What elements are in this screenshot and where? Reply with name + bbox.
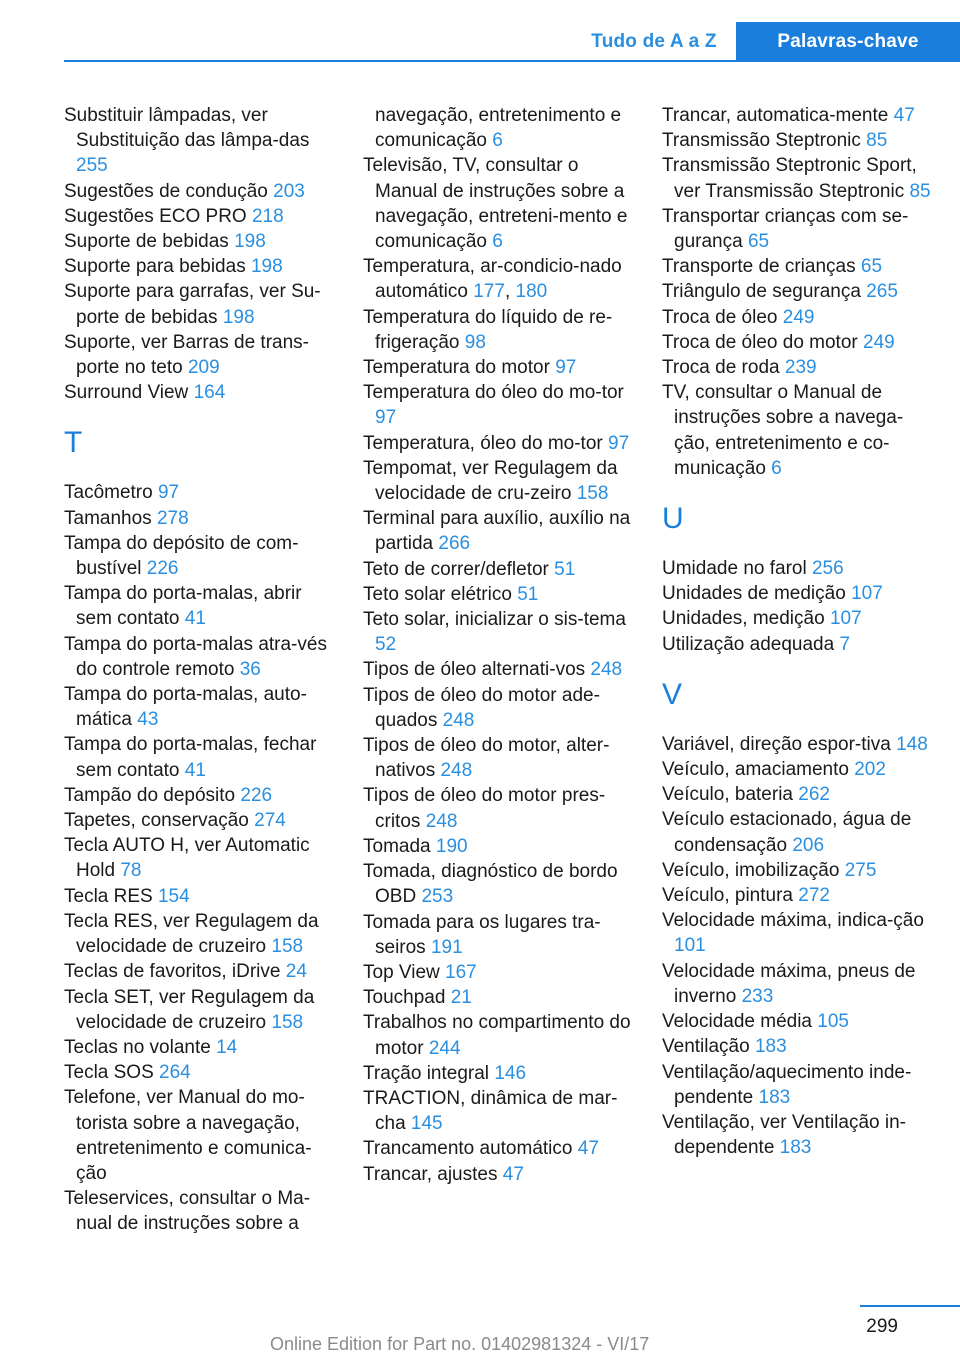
tab-tudo-de-a-a-z[interactable]: Tudo de A a Z: [591, 31, 717, 52]
index-entry: [363, 582, 635, 607]
page-reference-link[interactable]: 226: [240, 784, 273, 806]
page-reference-link[interactable]: 107: [829, 608, 862, 630]
index-entry-text: Troca de roda: [662, 357, 780, 379]
index-entry: [64, 732, 336, 782]
page-reference-link[interactable]: 164: [193, 382, 226, 404]
page-reference-link[interactable]: 239: [784, 357, 817, 379]
index-entry-text: Tração integral: [363, 1062, 490, 1084]
index-entry: [662, 128, 934, 153]
index-entry-text: Veículo estacionado, água de condensação: [662, 809, 912, 856]
index-entry: [363, 1010, 635, 1060]
index-entry: [363, 506, 635, 556]
index-entry-text: Trancar, automatica-mente: [662, 105, 889, 126]
index-entry: [363, 1061, 635, 1086]
page-reference-link[interactable]: 248: [440, 760, 473, 782]
page-reference-link[interactable]: 97: [555, 357, 577, 379]
index-entry-text: Top View: [363, 961, 440, 983]
page-reference-link[interactable]: 218: [251, 205, 284, 227]
index-entry-text: Temperatura, óleo do mo-tor: [363, 432, 603, 454]
index-entry-text: Tomada para os lugares tra-seiros: [363, 911, 601, 958]
index-entry: [64, 783, 336, 808]
page-reference-link[interactable]: 97: [375, 407, 397, 429]
index-entry-text: Utilização adequada: [662, 633, 835, 655]
page-reference-link[interactable]: 262: [798, 784, 830, 806]
page-reference-link[interactable]: 7: [839, 633, 851, 655]
page-ref-separator: ,: [504, 281, 516, 303]
page-reference-link[interactable]: 24: [285, 961, 307, 983]
index-entry: [662, 556, 934, 581]
page-reference-link[interactable]: 253: [421, 886, 454, 908]
index-letter-heading: U: [662, 502, 684, 536]
index-entry: [662, 782, 934, 807]
index-entry-text: Transmissão Steptronic Sport, ver Transmissão Steptronic: [662, 155, 917, 202]
index-column-1: [64, 103, 336, 1237]
page-reference-link[interactable]: 78: [120, 860, 142, 882]
index-entry: [64, 959, 336, 984]
page-reference-link[interactable]: 65: [747, 231, 770, 253]
index-entry-text: Veículo, pintura: [662, 885, 793, 907]
index-entry: [662, 153, 934, 203]
page-reference-link[interactable]: 249: [782, 306, 815, 328]
page-reference-link[interactable]: 85: [909, 180, 931, 202]
index-entry-text: Tecla SET, ver Regulagem da velocidade de cruzeiro: [64, 986, 315, 1033]
index-entry: [64, 279, 336, 329]
index-entry: [64, 833, 336, 883]
index-entry: [363, 834, 635, 859]
index-entry: [64, 1186, 336, 1236]
index-entry: [363, 305, 635, 355]
page-reference-link[interactable]: 206: [792, 834, 825, 856]
index-entry-text: Tecla AUTO H, ver Automatic Hold: [64, 835, 310, 882]
page-reference-link[interactable]: 97: [608, 432, 630, 454]
index-entry-text: Temperatura do motor: [363, 357, 550, 379]
index-entry-text: TRACTION, dinâmica de mar-cha: [363, 1087, 618, 1135]
page-reference-link[interactable]: 158: [271, 936, 304, 958]
page-reference-link[interactable]: 154: [157, 885, 190, 907]
index-column-2: [363, 103, 635, 1187]
page-reference-link[interactable]: 97: [157, 482, 180, 504]
index-entry-text: Troca de óleo: [662, 306, 778, 328]
index-entry: [64, 254, 336, 279]
index-entry: [64, 581, 336, 631]
page-reference-link[interactable]: 244: [428, 1037, 461, 1059]
page-reference-link[interactable]: 256: [811, 558, 844, 580]
index-entry: [363, 859, 635, 909]
index-entry-text: navegação, entretenimento e comunicação: [375, 105, 622, 152]
page-reference-link[interactable]: 47: [893, 105, 915, 126]
index-entry-text: Triângulo de segurança: [662, 281, 861, 303]
page-reference-link[interactable]: 183: [779, 1137, 812, 1159]
index-entry-text: Tampa do porta-malas, auto-mática: [64, 684, 307, 731]
page-reference-link[interactable]: 158: [271, 1011, 304, 1033]
index-entry-text: Tipos de óleo do motor pres-critos: [363, 785, 606, 832]
index-entry: [662, 959, 934, 1009]
index-entry: [64, 480, 336, 505]
index-entry: [64, 179, 336, 204]
index-entry-text: Teclas de favoritos, iDrive: [64, 961, 281, 983]
index-entry: [662, 858, 934, 883]
index-entry: [64, 1060, 336, 1085]
index-entry-text: Tecla RES: [64, 885, 153, 907]
index-entry: [363, 431, 635, 456]
index-entry: [662, 330, 934, 355]
index-entry-text: Sugestões de condução: [64, 180, 268, 202]
index-entry-text: Velocidade média: [662, 1011, 812, 1033]
page-reference-link[interactable]: 255: [76, 155, 108, 177]
page-reference-link[interactable]: 43: [137, 709, 159, 731]
index-entry-text: Veículo, imobilização: [662, 859, 840, 881]
index-entry-text: Unidades, medição: [662, 608, 825, 630]
page-reference-link[interactable]: 36: [239, 658, 261, 680]
tab-palavras-chave[interactable]: Palavras-chave: [736, 22, 960, 62]
index-entry: [662, 732, 934, 757]
page-reference-link[interactable]: 191: [430, 936, 463, 958]
page-reference-link[interactable]: 167: [445, 961, 477, 983]
index-entry-text: Transmissão Steptronic: [662, 130, 861, 152]
index-entry-text: Tipos de óleo alternati-vos: [363, 659, 586, 681]
index-entry-text: Ventilação, ver Ventilação in-dependente: [662, 1111, 906, 1159]
index-entry: [64, 531, 336, 581]
index-entry-text: Tipos de óleo do motor ade-quados: [363, 684, 600, 731]
index-entry: [662, 883, 934, 908]
page-reference-link[interactable]: 14: [216, 1036, 238, 1058]
index-entry-text: Transporte de crianças: [662, 256, 856, 278]
index-entry: [64, 808, 336, 833]
index-entry-text: Suporte de bebidas: [64, 231, 229, 253]
index-entry-text: Temperatura do óleo do mo-tor: [363, 382, 624, 404]
index-entry: [662, 632, 934, 657]
index-entry-text: Tipos de óleo do motor, alter-nativos: [363, 735, 610, 782]
index-entry-text: Surround View: [64, 382, 189, 404]
index-entry: [363, 380, 635, 430]
index-entry: [64, 330, 336, 380]
index-entry: [64, 1085, 336, 1186]
index-entry: [662, 807, 934, 857]
page-reference-link[interactable]: 275: [844, 859, 877, 881]
page-reference-link[interactable]: 183: [758, 1086, 791, 1108]
page-reference-link[interactable]: 233: [741, 985, 774, 1007]
index-entry: [64, 506, 336, 531]
index-entry-text: Tomada, diagnóstico de bordo OBD: [363, 861, 618, 908]
index-entry: [363, 960, 635, 985]
index-entry: [363, 1086, 635, 1136]
index-entry-text: Ventilação/aquecimento inde-pendente: [662, 1061, 912, 1108]
index-entry-text: Troca de óleo do motor: [662, 331, 858, 353]
index-entry-text: Trancamento automático: [363, 1138, 573, 1160]
index-entry: [64, 909, 336, 959]
index-entry: [363, 103, 635, 153]
page-reference-link[interactable]: 264: [159, 1062, 191, 1084]
index-entry-text: Touchpad: [363, 987, 446, 1009]
page-reference-link[interactable]: 6: [492, 231, 503, 253]
index-entry-text: Velocidade máxima, indica-ção: [662, 910, 924, 932]
page-reference-link[interactable]: 41: [184, 608, 206, 630]
index-entry: [363, 607, 635, 657]
index-entry-text: Veículo, bateria: [662, 784, 793, 806]
index-entry: [363, 254, 635, 304]
page-reference-link[interactable]: 248: [442, 709, 475, 731]
page-reference-link[interactable]: 148: [896, 733, 928, 755]
page-reference-link[interactable]: 65: [860, 256, 883, 278]
index-entry-text: Ventilação: [662, 1036, 750, 1058]
index-entry-text: Tecla RES, ver Regulagem da velocidade de cruzeiro: [64, 910, 319, 958]
index-entry-text: Temperatura do líquido de re-frigeração: [363, 306, 613, 353]
index-entry-text: Teclas no volante: [64, 1036, 211, 1058]
page-reference-link[interactable]: 190: [435, 835, 468, 857]
page-reference-link[interactable]: 248: [425, 810, 458, 832]
page-reference-link[interactable]: 198: [234, 231, 266, 253]
index-entry-text: Teto solar elétrico: [363, 583, 512, 605]
page-reference-link[interactable]: 51: [517, 583, 539, 605]
index-entry: [662, 1060, 934, 1110]
page-reference-link[interactable]: 145: [410, 1113, 443, 1135]
index-entry: [662, 380, 934, 481]
index-entry-text: Temperatura, ar-condicio-nado automático: [363, 256, 622, 303]
index-entry-text: Suporte para bebidas: [64, 256, 246, 278]
index-entry-text: Trabalhos no compartimento do motor: [363, 1012, 631, 1059]
page-reference-link[interactable]: 274: [254, 810, 286, 832]
index-letter-heading: T: [64, 426, 83, 460]
page-reference-link[interactable]: 266: [438, 533, 471, 555]
page-reference-link[interactable]: 180: [515, 281, 548, 303]
index-entry: [363, 783, 635, 833]
index-entry-text: Sugestões ECO PRO: [64, 205, 247, 227]
index-column-3: [662, 103, 934, 1160]
page-reference-link[interactable]: 158: [576, 483, 609, 505]
index-entry-text: Tomada: [363, 835, 431, 857]
index-entry-text: Tampão do depósito: [64, 784, 236, 806]
index-entry-text: Suporte, ver Barras de trans-porte no teto: [64, 331, 309, 379]
page-reference-link[interactable]: 198: [250, 256, 283, 278]
page-reference-link[interactable]: 47: [577, 1138, 599, 1160]
index-entry-text: Tempomat, ver Regulagem da velocidade de cru-zeiro: [363, 457, 618, 505]
index-entry: [64, 1035, 336, 1060]
index-entry-text: Teto de correr/defletor: [363, 558, 549, 580]
index-entry: [363, 1162, 635, 1187]
page-reference-link[interactable]: 6: [771, 457, 782, 479]
index-entry: [363, 683, 635, 733]
page-reference-link[interactable]: 41: [184, 759, 206, 781]
index-entry-text: Velocidade máxima, pneus de inverno: [662, 960, 916, 1007]
index-entry: [64, 682, 336, 732]
index-entry: [662, 103, 934, 128]
page-reference-link[interactable]: 85: [866, 130, 888, 152]
index-entry: [662, 355, 934, 380]
index-entry-text: Transportar crianças com se-gurança: [662, 205, 909, 253]
page-reference-link[interactable]: 202: [854, 759, 886, 781]
index-entry: [662, 305, 934, 330]
index-entry: [64, 380, 336, 405]
index-entry-text: Veículo, amaciamento: [662, 759, 849, 781]
page-reference-link[interactable]: 107: [851, 583, 883, 605]
page-reference-link[interactable]: 209: [187, 357, 220, 379]
page-reference-link[interactable]: 265: [866, 281, 898, 303]
index-entry-text: Terminal para auxílio, auxílio na partida: [363, 508, 631, 555]
page-reference-link[interactable]: 226: [146, 558, 179, 580]
index-entry: [363, 733, 635, 783]
index-entry-text: Umidade no farol: [662, 558, 807, 580]
index-entry: [662, 757, 934, 782]
index-entry: [64, 204, 336, 229]
header-divider: [64, 60, 960, 62]
index-entry-text: Unidades de medição: [662, 583, 846, 605]
page-reference-link[interactable]: 272: [798, 885, 830, 907]
index-entry: [64, 229, 336, 254]
index-entry-text: Substituir lâmpadas, ver Substituição das lâmpa-das: [64, 105, 310, 152]
index-letter-heading: V: [662, 677, 683, 711]
index-entry-text: Tampa do porta-malas, abrir sem contato: [64, 583, 302, 630]
page-reference-link[interactable]: 51: [554, 558, 576, 580]
index-entry-text: Tecla SOS: [64, 1062, 154, 1084]
index-entry: [662, 606, 934, 631]
index-entry: [662, 1110, 934, 1160]
page-reference-link[interactable]: 105: [817, 1011, 849, 1033]
index-entry: [363, 1136, 635, 1161]
page-reference-link[interactable]: 98: [464, 331, 486, 353]
index-entry-text: Tapetes, conservação: [64, 810, 249, 832]
index-entry: [662, 279, 934, 304]
index-entry: [662, 254, 934, 279]
index-entry: [363, 355, 635, 380]
index-entry-text: Telefone, ver Manual do mo-torista sobre a navegação, entretenimento e comunica-ção: [64, 1087, 312, 1184]
page-reference-link[interactable]: 146: [494, 1062, 527, 1084]
page-reference-link[interactable]: 198: [222, 306, 255, 328]
page-reference-link[interactable]: 249: [863, 331, 895, 353]
index-entry-text: Teto solar, inicializar o sis-tema: [363, 609, 626, 631]
index-entry: [662, 1034, 934, 1059]
index-entry-text: Trancar, ajustes: [363, 1163, 498, 1185]
index-entry-text: Tampa do porta-malas atra-vés do controle remoto: [64, 633, 327, 680]
index-entry-text: Tampa do porta-malas, fechar sem contato: [64, 734, 317, 781]
index-entry: [64, 103, 336, 179]
page-reference-link[interactable]: 101: [674, 935, 706, 957]
page-reference-link[interactable]: 248: [590, 659, 623, 681]
index-entry: [64, 985, 336, 1035]
footer-divider: [860, 1305, 960, 1307]
index-entry-text: Tacômetro: [64, 482, 153, 504]
page-reference-link[interactable]: 52: [375, 634, 397, 656]
index-entry: [662, 908, 934, 958]
index-entry-text: Tampa do depósito de com-bustível: [64, 532, 299, 580]
index-entry: [363, 456, 635, 506]
edition-note: Online Edition for Part no. 01402981324 - VI/17: [270, 1334, 650, 1354]
index-entry: [64, 884, 336, 909]
page-number: 299: [866, 1316, 898, 1337]
page-reference-link[interactable]: 6: [492, 130, 503, 152]
index-entry-text: Tamanhos: [64, 507, 152, 529]
page-reference-link[interactable]: 203: [273, 180, 305, 202]
index-entry: [363, 153, 635, 254]
page-reference-link[interactable]: 47: [502, 1163, 524, 1185]
index-entry-text: Televisão, TV, consultar o Manual de instruções sobre a navegação, entreteni-mento e comunicação: [363, 155, 628, 253]
index-entry: [662, 1009, 934, 1034]
index-entry-text: Suporte para garrafas, ver Su-porte de bebidas: [64, 281, 321, 328]
page-reference-link[interactable]: 183: [754, 1036, 787, 1058]
index-entry: [662, 204, 934, 254]
index-entry: [363, 557, 635, 582]
index-entry: [64, 632, 336, 682]
index-entry: [363, 910, 635, 960]
index-entry: [662, 581, 934, 606]
index-entry-text: Variável, direção espor-tiva: [662, 733, 891, 755]
page-reference-link[interactable]: 21: [450, 987, 472, 1009]
page-reference-link[interactable]: 177: [473, 281, 505, 303]
index-entry-text: Teleservices, consultar o Ma-nual de instruções sobre a: [64, 1188, 311, 1235]
page-reference-link[interactable]: 278: [156, 507, 189, 529]
index-entry: [363, 657, 635, 682]
index-entry: [363, 985, 635, 1010]
page-header: [0, 22, 960, 62]
index-entry-text: TV, consultar o Manual de instruções sobre a navega-ção, entretenimento e co-municação: [662, 382, 904, 479]
